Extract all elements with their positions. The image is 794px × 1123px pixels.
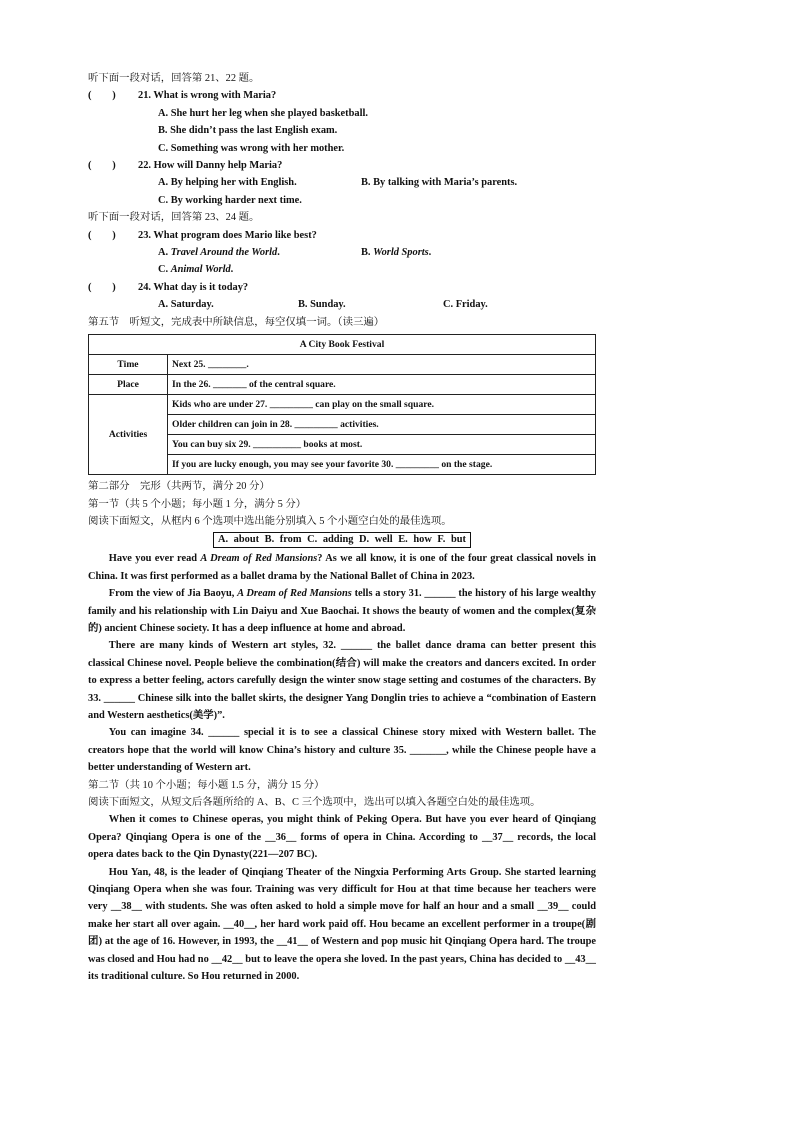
question-stem: 21. What is wrong with Maria?: [138, 90, 277, 102]
table-title: A City Book Festival: [89, 335, 596, 355]
section1-instructions: 阅读下面短文，从框内 6 个选项中选出能分别填入 5 个小题空白处的最佳选项。: [88, 515, 452, 527]
option-a: A. She hurt her leg when she played basketball.: [158, 107, 368, 119]
option-a: [158, 244, 361, 261]
option-b: B. She didn’t pass the last English exam.: [158, 125, 338, 137]
option-a: A. By helping her with English.: [158, 177, 297, 189]
answer-blank: ( ): [88, 281, 116, 293]
answer-blank: ( ): [88, 90, 116, 102]
activity-row: Older children can join in 28. _________ activities.: [168, 415, 596, 435]
options-row: [88, 296, 596, 313]
options-row: [88, 244, 596, 261]
options-row: [88, 174, 596, 191]
question-22: [88, 157, 596, 174]
section1-heading: 第一节（共 5 个小题；每小题 1 分，满分 5 分）: [88, 498, 307, 510]
question-21: [88, 87, 596, 104]
option-period: .: [428, 247, 432, 259]
book-title: A Dream of Red Mansions: [200, 553, 318, 565]
book-title: A Dream of Red Mansions: [237, 588, 352, 600]
option-c: C. By working harder next time.: [158, 194, 302, 206]
passage-paragraph-3: There are many kinds of Western art styles, 32. ______ the ballet dance drama can better present this classical Chinese novel. People believe the combination(结合) will make the creators and dancers excited. In order to express a better feeling, actors carefully design the winter snow stage setting and costumes of the characters. By 33. ______ Chinese silk into the ballet skirts, the designer Yang Donglin tries to achieve a “combination of Eastern and Western aesthetics(美学)”.: [88, 640, 596, 721]
passage-paragraph-2: [88, 585, 596, 637]
text: ? As we all know, it is one of the four great classical novels in China. It was first performed as a ballet drama by the National Ballet of China in 2023.: [88, 553, 596, 582]
program-title: Travel Around the World: [170, 247, 278, 259]
option-b: B. By talking with Maria’s parents.: [361, 177, 518, 189]
option-b: B. Sunday.: [298, 299, 346, 311]
program-title: World Sports: [373, 247, 429, 259]
option-letter: A.: [158, 247, 171, 259]
word-bank: [88, 532, 596, 548]
activities-label: Activities: [89, 395, 168, 475]
listening-intro-23-24: 听下面一段对话，回答第 23、24 题。: [88, 212, 260, 224]
question-24: [88, 279, 596, 296]
question-23: [88, 227, 596, 244]
activity-row: Kids who are under 27. _________ can play on the small square.: [168, 395, 596, 415]
section2-heading: 第二节（共 10 个小题；每小题 1.5 分，满分 15 分）: [88, 779, 325, 791]
section5-heading: 第五节 听短文，完成表中所缺信息，每空仅填一词。（读三遍）: [88, 316, 385, 328]
option-letter: C.: [158, 264, 171, 276]
section2-instructions: 阅读下面短文，从短文后各题所给的 A、B、C 三个选项中，选出可以填入各题空白处的最佳选项。: [88, 797, 541, 808]
answer-blank: ( ): [88, 229, 116, 241]
activity-row: You can buy six 29. __________ books at most.: [168, 435, 596, 455]
question-stem: 24. What day is it today?: [138, 281, 249, 293]
text: Have you ever read: [108, 553, 201, 565]
time-label: Time: [89, 355, 168, 375]
answer-blank: ( ): [88, 160, 116, 172]
part2-heading: 第二部分 完形（共两节，满分 20 分）: [88, 481, 270, 493]
text: tells a story 31. ______ the history of his large wealthy family and his relationship with Lin Daiyu and Xue Baochai. It shows the beauty of women and the complex(复杂的) ancient Chinese society. It has a deep influence at home and abroad.: [88, 588, 596, 634]
text: From the view of Jia Baoyu,: [108, 588, 238, 600]
passage-paragraph-5: When it comes to Chinese operas, you might think of Peking Opera. But have you ever heard of Qinqiang Opera? Qinqiang Opera is one of the __36__ forms of opera in China. According to __37__ records, the local opera dates back to the Qin Dynasty(221—207 BC).: [88, 814, 596, 861]
passage-paragraph-1: [88, 550, 596, 585]
option-letter: B.: [361, 247, 374, 259]
option-period: .: [230, 264, 234, 276]
question-stem: 23. What program does Mario like best?: [138, 229, 317, 241]
option-c: [88, 261, 596, 278]
option-c: C. Something was wrong with her mother.: [158, 142, 345, 154]
passage-paragraph-6: Hou Yan, 48, is the leader of Qinqiang Theater of the Ningxia Performing Arts Group. She started learning Qinqiang Opera when she was four. Training was very difficult for Hou at that time because her teachers were very __38__ with students. She was often asked to hold a simple move for half an hour and a small __39__ could make her start all over again. __40__, her hard work paid off. Hou became an excellent performer in a troupe(剧团) at the age of 16. However, in 1993, the __41__ of Western and pop music hit Qinqiang Opera hard. The troupe was closed and Hou had no __42__ but to leave the opera she loved. In the past years, China has decided to __43__ its traditional culture. So Hou returned in 2000.: [88, 866, 596, 983]
book-festival-table: [88, 334, 596, 475]
word-bank-options: A. about B. from C. adding D. well E. how F. but: [213, 532, 471, 548]
option-period: .: [277, 247, 280, 259]
exam-page: [88, 70, 596, 985]
listening-intro-21-22: 听下面一段对话，回答第 21、22 题。: [88, 73, 260, 84]
program-title: Animal World: [170, 264, 231, 276]
question-stem: 22. How will Danny help Maria?: [138, 160, 283, 172]
place-value: In the 26. _______ of the central square.: [168, 375, 596, 395]
option-c: C. Friday.: [443, 299, 488, 311]
place-label: Place: [89, 375, 168, 395]
option-a: A. Saturday.: [158, 299, 214, 311]
time-value: Next 25. ________.: [168, 355, 596, 375]
passage-paragraph-4: You can imagine 34. ______ special it is to see a classical Chinese story mixed with Western ballet. The creators hope that the world will know China’s history and culture 35. _______, while the Chinese people have a better understanding of Western art.: [88, 727, 596, 774]
activity-row: If you are lucky enough, you may see your favorite 30. _________ on the stage.: [168, 455, 596, 475]
option-b: [361, 244, 431, 261]
